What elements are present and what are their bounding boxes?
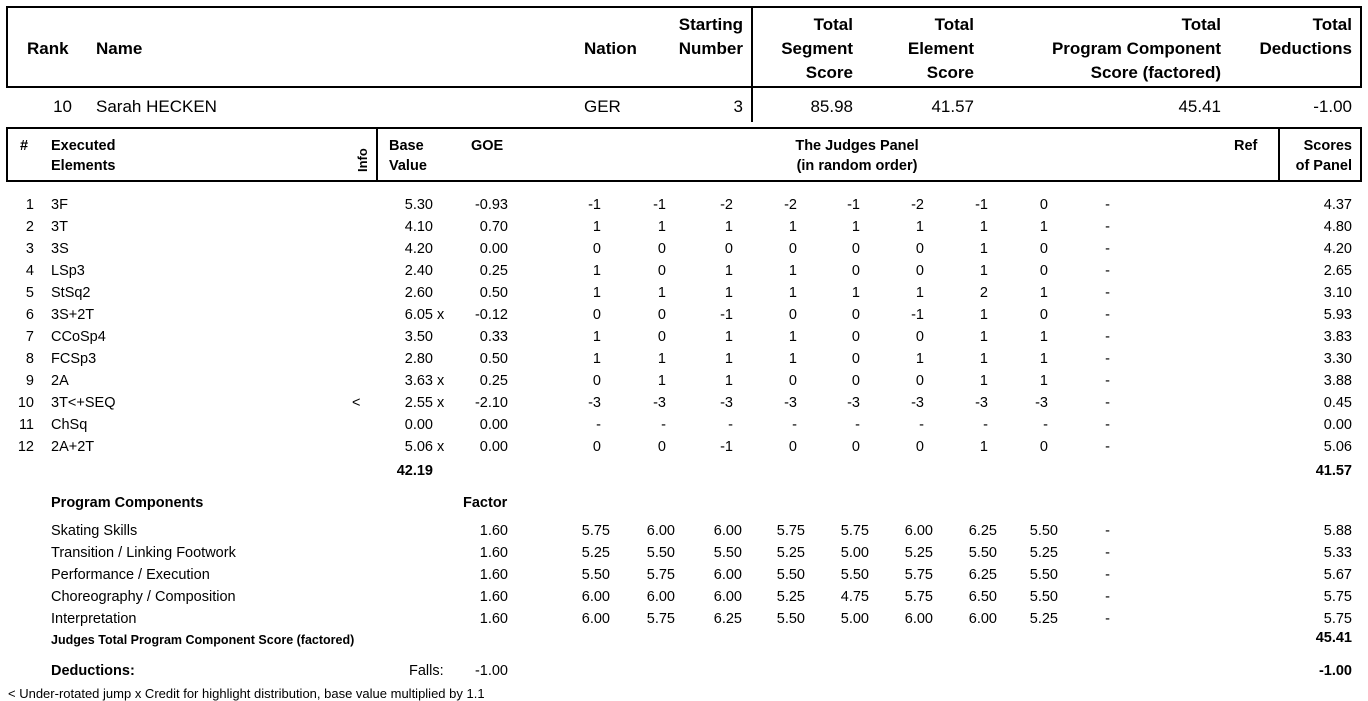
judge-mark: 5.25 bbox=[776, 589, 805, 605]
judge-mark: 6.00 bbox=[581, 611, 610, 627]
element-name: 3S+2T bbox=[51, 307, 95, 323]
judge-score: 1 bbox=[657, 219, 666, 235]
executed-elements-header: Executed Elements bbox=[51, 138, 116, 174]
judge-score: 1 bbox=[724, 219, 733, 235]
element-base-value: 2.55 bbox=[404, 395, 433, 411]
skater-rank: 10 bbox=[53, 97, 72, 116]
judge-score: -1 bbox=[720, 439, 733, 455]
judge-score: 1 bbox=[788, 263, 797, 279]
judge-score: 0 bbox=[851, 241, 860, 257]
element-base-value: 2.60 bbox=[404, 285, 433, 301]
judge-score: 1 bbox=[979, 329, 988, 345]
element-number: 12 bbox=[17, 439, 34, 455]
judge-score: 0 bbox=[915, 241, 924, 257]
element-score-of-panel: 5.93 bbox=[1323, 307, 1352, 323]
judge-score: 1 bbox=[724, 285, 733, 301]
element-goe: -0.93 bbox=[474, 197, 508, 213]
judge-mark: 5.50 bbox=[713, 545, 742, 561]
judge-mark: 6.50 bbox=[968, 589, 997, 605]
judge-score: - bbox=[919, 417, 924, 433]
components-title: Program Components bbox=[51, 495, 204, 511]
judge-mark: 6.00 bbox=[646, 523, 675, 539]
element-score-of-panel: 3.10 bbox=[1323, 285, 1352, 301]
judge-mark: 6.00 bbox=[646, 589, 675, 605]
tes-label: Total Element Score bbox=[907, 15, 974, 82]
judge-mark: 5.50 bbox=[968, 545, 997, 561]
judge-mark: 5.75 bbox=[646, 611, 675, 627]
component-name: Transition / Linking Footwork bbox=[51, 545, 236, 561]
judge-mark: 6.00 bbox=[581, 589, 610, 605]
element-name: ChSq bbox=[51, 417, 88, 433]
judge-mark: 5.50 bbox=[646, 545, 675, 561]
element-name: LSp3 bbox=[51, 263, 85, 279]
judge-score: 0 bbox=[851, 263, 860, 279]
components-total-value: 45.41 bbox=[1315, 630, 1352, 646]
judge-score: -1 bbox=[975, 197, 988, 213]
element-name: 3T bbox=[51, 219, 68, 235]
judge-score: 1 bbox=[724, 373, 733, 389]
judge-score: -3 bbox=[653, 395, 666, 411]
judge-mark: 5.50 bbox=[581, 567, 610, 583]
judge-score: 0 bbox=[657, 439, 666, 455]
element-score-of-panel: 4.37 bbox=[1323, 197, 1352, 213]
element-name: StSq2 bbox=[51, 285, 91, 301]
skater-tes: 41.57 bbox=[931, 97, 974, 116]
judge-score: -1 bbox=[847, 197, 860, 213]
judges-panel-header: The Judges Panel (in random order) bbox=[795, 138, 919, 174]
judge-score: 1 bbox=[788, 329, 797, 345]
element-goe: 0.25 bbox=[479, 373, 508, 389]
component-score-of-panel: 5.75 bbox=[1323, 611, 1352, 627]
judge-score: 1 bbox=[724, 263, 733, 279]
judge-score: - bbox=[596, 417, 601, 433]
element-number: 5 bbox=[25, 285, 34, 301]
element-number: 7 bbox=[25, 329, 34, 345]
judge-score: 1 bbox=[1039, 373, 1048, 389]
judge-score: 1 bbox=[657, 351, 666, 367]
judge-score: - bbox=[1105, 285, 1110, 301]
element-score-of-panel: 5.06 bbox=[1323, 439, 1352, 455]
judge-score: 1 bbox=[657, 285, 666, 301]
element-goe: -2.10 bbox=[474, 395, 508, 411]
falls-label: Falls: bbox=[409, 663, 444, 679]
element-goe: 0.25 bbox=[479, 263, 508, 279]
element-base-value: 5.06 bbox=[404, 439, 433, 455]
judge-score: -1 bbox=[911, 307, 924, 323]
element-info: < bbox=[352, 395, 361, 411]
element-goe: 0.70 bbox=[479, 219, 508, 235]
component-name: Skating Skills bbox=[51, 523, 138, 539]
component-name: Performance / Execution bbox=[51, 567, 210, 583]
ref-header: Ref bbox=[1234, 138, 1258, 154]
judge-score: - bbox=[1105, 307, 1110, 323]
judge-score: 0 bbox=[1039, 263, 1048, 279]
judge-score: 0 bbox=[915, 439, 924, 455]
component-factor: 1.60 bbox=[479, 567, 508, 583]
judge-score: -3 bbox=[784, 395, 797, 411]
deductions-label: Deductions: bbox=[51, 663, 135, 679]
judge-mark: 5.25 bbox=[776, 545, 805, 561]
judge-score: 0 bbox=[592, 373, 601, 389]
element-score-of-panel: 3.88 bbox=[1323, 373, 1352, 389]
component-name: Interpretation bbox=[51, 611, 137, 627]
judge-score: - bbox=[1105, 417, 1110, 433]
judge-score: 0 bbox=[724, 241, 733, 257]
judge-mark: 5.00 bbox=[840, 611, 869, 627]
element-base-value: 6.05 bbox=[404, 307, 433, 323]
judge-mark: 5.00 bbox=[840, 545, 869, 561]
element-number: 4 bbox=[25, 263, 34, 279]
elements-total-sp: 41.57 bbox=[1315, 463, 1352, 479]
element-score-of-panel: 0.45 bbox=[1323, 395, 1352, 411]
judge-mark: - bbox=[1105, 589, 1110, 605]
judge-score: 1 bbox=[979, 439, 988, 455]
judge-mark: 5.50 bbox=[776, 611, 805, 627]
rank-label: Rank bbox=[27, 39, 69, 58]
judge-score: 0 bbox=[1039, 439, 1048, 455]
judge-score: - bbox=[1105, 395, 1110, 411]
judge-score: 1 bbox=[915, 219, 924, 235]
skater-nation: GER bbox=[584, 97, 621, 116]
judge-mark: 5.50 bbox=[840, 567, 869, 583]
judge-mark: 6.00 bbox=[904, 611, 933, 627]
element-score-of-panel: 3.83 bbox=[1323, 329, 1352, 345]
element-score-of-panel: 2.65 bbox=[1323, 263, 1352, 279]
element-goe: 0.33 bbox=[479, 329, 508, 345]
element-goe: 0.50 bbox=[479, 351, 508, 367]
tss-label: Total Segment Score bbox=[781, 15, 853, 82]
component-score-of-panel: 5.33 bbox=[1323, 545, 1352, 561]
element-name: 3F bbox=[51, 197, 68, 213]
elements-total-bv: 42.19 bbox=[396, 463, 433, 479]
judge-score: 0 bbox=[788, 439, 797, 455]
element-number: 8 bbox=[25, 351, 34, 367]
element-x-marker: x bbox=[437, 439, 445, 455]
skater-name: Sarah HECKEN bbox=[96, 97, 217, 116]
judge-mark: 5.25 bbox=[581, 545, 610, 561]
judge-score: 1 bbox=[1039, 351, 1048, 367]
judge-score: 0 bbox=[851, 307, 860, 323]
judge-mark: 5.75 bbox=[581, 523, 610, 539]
judge-score: 1 bbox=[851, 219, 860, 235]
element-goe: 0.00 bbox=[479, 439, 508, 455]
info-divider-left bbox=[376, 127, 378, 182]
judge-mark: 5.75 bbox=[904, 567, 933, 583]
name-label: Name bbox=[96, 39, 143, 58]
judge-score: -3 bbox=[1035, 395, 1048, 411]
judge-score: 0 bbox=[851, 373, 860, 389]
element-name: CCoSp4 bbox=[51, 329, 106, 345]
element-goe: 0.50 bbox=[479, 285, 508, 301]
judge-score: 1 bbox=[788, 285, 797, 301]
element-base-value: 4.20 bbox=[404, 241, 433, 257]
base-value-header: Base Value bbox=[389, 138, 427, 174]
judge-score: 1 bbox=[724, 351, 733, 367]
component-score-of-panel: 5.67 bbox=[1323, 567, 1352, 583]
judge-mark: 5.75 bbox=[904, 589, 933, 605]
element-x-marker: x bbox=[437, 373, 445, 389]
element-name: 2A bbox=[51, 373, 69, 389]
judge-score: 0 bbox=[851, 351, 860, 367]
judge-mark: 6.25 bbox=[713, 611, 742, 627]
judge-score: 1 bbox=[979, 307, 988, 323]
factor-header: Factor bbox=[463, 495, 508, 511]
judge-score: 1 bbox=[1039, 219, 1048, 235]
judge-mark: 5.25 bbox=[904, 545, 933, 561]
element-score-of-panel: 3.30 bbox=[1323, 351, 1352, 367]
element-number: 1 bbox=[25, 197, 34, 213]
judge-score: 0 bbox=[657, 241, 666, 257]
judge-mark: 6.25 bbox=[968, 567, 997, 583]
judge-score: -2 bbox=[784, 197, 797, 213]
judge-score: - bbox=[792, 417, 797, 433]
element-number: 11 bbox=[18, 417, 34, 433]
judge-score: - bbox=[1105, 219, 1110, 235]
judge-score: - bbox=[1105, 329, 1110, 345]
judge-score: 1 bbox=[979, 219, 988, 235]
judge-score: -3 bbox=[720, 395, 733, 411]
judge-mark: 5.50 bbox=[776, 567, 805, 583]
judge-score: 2 bbox=[979, 285, 988, 301]
element-base-value: 0.00 bbox=[404, 417, 433, 433]
element-score-of-panel: 4.20 bbox=[1323, 241, 1352, 257]
judge-score: 1 bbox=[979, 373, 988, 389]
element-number: 6 bbox=[25, 307, 34, 323]
element-number: 2 bbox=[25, 219, 34, 235]
judge-mark: 6.00 bbox=[713, 567, 742, 583]
judge-mark: 5.25 bbox=[1029, 545, 1058, 561]
judge-mark: 5.50 bbox=[1029, 567, 1058, 583]
goe-header: GOE bbox=[471, 138, 504, 154]
judge-score: -3 bbox=[588, 395, 601, 411]
judge-mark: - bbox=[1105, 523, 1110, 539]
footnote: < Under-rotated jump x Credit for highlight distribution, base value multiplied by 1.1 bbox=[8, 686, 485, 701]
judge-score: 0 bbox=[1039, 241, 1048, 257]
element-score-of-panel: 4.80 bbox=[1323, 219, 1352, 235]
judge-score: 1 bbox=[979, 263, 988, 279]
judge-mark: 5.75 bbox=[646, 567, 675, 583]
skater-pcs: 45.41 bbox=[1178, 97, 1221, 116]
judge-score: 1 bbox=[592, 285, 601, 301]
judge-mark: 6.00 bbox=[713, 589, 742, 605]
element-name: 3S bbox=[51, 241, 69, 257]
judge-score: 0 bbox=[592, 439, 601, 455]
judge-score: 1 bbox=[592, 263, 601, 279]
judge-score: 0 bbox=[915, 263, 924, 279]
element-base-value: 2.40 bbox=[404, 263, 433, 279]
element-score-of-panel: 0.00 bbox=[1323, 417, 1352, 433]
judge-score: 0 bbox=[1039, 197, 1048, 213]
skater-tss: 85.98 bbox=[810, 97, 853, 116]
judge-score: 1 bbox=[592, 351, 601, 367]
judge-score: 0 bbox=[915, 329, 924, 345]
judge-mark: 6.25 bbox=[968, 523, 997, 539]
judge-score: 0 bbox=[788, 307, 797, 323]
component-factor: 1.60 bbox=[479, 545, 508, 561]
judge-score: -2 bbox=[911, 197, 924, 213]
element-number: 3 bbox=[25, 241, 34, 257]
judge-score: 1 bbox=[724, 329, 733, 345]
judge-mark: 6.00 bbox=[968, 611, 997, 627]
nation-label: Nation bbox=[584, 39, 637, 58]
judge-score: 1 bbox=[1039, 329, 1048, 345]
judge-score: - bbox=[1105, 351, 1110, 367]
pcs-label: Total Program Component Score (factored) bbox=[1051, 15, 1221, 82]
deductions-total: -1.00 bbox=[1318, 663, 1352, 679]
judge-score: - bbox=[1105, 439, 1110, 455]
judge-score: 0 bbox=[657, 307, 666, 323]
judge-score: -3 bbox=[975, 395, 988, 411]
judge-score: 1 bbox=[657, 373, 666, 389]
element-base-value: 2.80 bbox=[404, 351, 433, 367]
judge-score: 1 bbox=[979, 351, 988, 367]
judge-mark: 5.50 bbox=[1029, 523, 1058, 539]
judge-score: - bbox=[983, 417, 988, 433]
judge-score: 0 bbox=[788, 241, 797, 257]
judge-score: 0 bbox=[851, 439, 860, 455]
judge-mark: - bbox=[1105, 567, 1110, 583]
judge-mark: 4.75 bbox=[840, 589, 869, 605]
element-goe: 0.00 bbox=[479, 417, 508, 433]
judge-score: 1 bbox=[979, 241, 988, 257]
judge-score: 0 bbox=[592, 307, 601, 323]
judge-mark: 5.75 bbox=[840, 523, 869, 539]
scores-of-panel-header: Scores of Panel bbox=[1295, 138, 1352, 174]
element-number: 9 bbox=[25, 373, 34, 389]
judge-score: 1 bbox=[851, 285, 860, 301]
ded-label: Total Deductions bbox=[1259, 15, 1352, 58]
judge-score: - bbox=[1105, 373, 1110, 389]
judge-score: 1 bbox=[915, 285, 924, 301]
component-factor: 1.60 bbox=[479, 589, 508, 605]
judge-score: - bbox=[1105, 263, 1110, 279]
judge-mark: - bbox=[1105, 611, 1110, 627]
judge-score: 1 bbox=[788, 219, 797, 235]
element-goe: -0.12 bbox=[474, 307, 508, 323]
judge-score: - bbox=[1043, 417, 1048, 433]
starting-number-label: Starting Number bbox=[678, 15, 743, 58]
skater-starting-number: 3 bbox=[733, 97, 743, 116]
elements-header-box bbox=[6, 127, 1362, 182]
falls-value: -1.00 bbox=[474, 663, 508, 679]
element-goe: 0.00 bbox=[479, 241, 508, 257]
judge-score: 0 bbox=[851, 329, 860, 345]
element-x-marker: x bbox=[437, 395, 445, 411]
judge-score: 0 bbox=[592, 241, 601, 257]
element-base-value: 5.30 bbox=[404, 197, 433, 213]
element-base-value: 3.50 bbox=[404, 329, 433, 345]
judge-score: 1 bbox=[915, 351, 924, 367]
element-x-marker: x bbox=[437, 307, 445, 323]
skater-deductions: -1.00 bbox=[1313, 97, 1352, 116]
component-score-of-panel: 5.75 bbox=[1323, 589, 1352, 605]
judge-score: 1 bbox=[788, 351, 797, 367]
element-number: 10 bbox=[17, 395, 34, 411]
judge-score: 0 bbox=[788, 373, 797, 389]
judge-score: -1 bbox=[588, 197, 601, 213]
component-score-of-panel: 5.88 bbox=[1323, 523, 1352, 539]
judge-score: 1 bbox=[592, 329, 601, 345]
judge-mark: 6.00 bbox=[713, 523, 742, 539]
judge-score: 0 bbox=[1039, 307, 1048, 323]
judge-score: 1 bbox=[1039, 285, 1048, 301]
judge-score: -2 bbox=[720, 197, 733, 213]
element-name: 3T<+SEQ bbox=[51, 395, 116, 411]
judge-score: - bbox=[1105, 241, 1110, 257]
judge-mark: - bbox=[1105, 545, 1110, 561]
num-header: # bbox=[20, 138, 29, 154]
components-total-label: Judges Total Program Component Score (factored) bbox=[51, 633, 355, 647]
judge-mark: 6.00 bbox=[904, 523, 933, 539]
info-header: Info bbox=[355, 148, 370, 172]
element-base-value: 3.63 bbox=[404, 373, 433, 389]
element-name: FCSp3 bbox=[51, 351, 97, 367]
judge-score: - bbox=[728, 417, 733, 433]
judge-score: - bbox=[1105, 197, 1110, 213]
judge-score: 1 bbox=[592, 219, 601, 235]
judge-mark: 5.75 bbox=[776, 523, 805, 539]
judge-mark: 5.50 bbox=[1029, 589, 1058, 605]
judge-mark: 5.25 bbox=[1029, 611, 1058, 627]
judge-score: -1 bbox=[653, 197, 666, 213]
judge-score: 0 bbox=[915, 373, 924, 389]
judge-score: -3 bbox=[847, 395, 860, 411]
component-name: Choreography / Composition bbox=[51, 589, 236, 605]
judge-score: -3 bbox=[911, 395, 924, 411]
element-name: 2A+2T bbox=[51, 439, 95, 455]
judge-score: 0 bbox=[657, 263, 666, 279]
judge-score: - bbox=[855, 417, 860, 433]
judge-score: - bbox=[661, 417, 666, 433]
element-base-value: 4.10 bbox=[404, 219, 433, 235]
component-factor: 1.60 bbox=[479, 611, 508, 627]
component-factor: 1.60 bbox=[479, 523, 508, 539]
judge-score: 0 bbox=[657, 329, 666, 345]
judge-score: -1 bbox=[720, 307, 733, 323]
